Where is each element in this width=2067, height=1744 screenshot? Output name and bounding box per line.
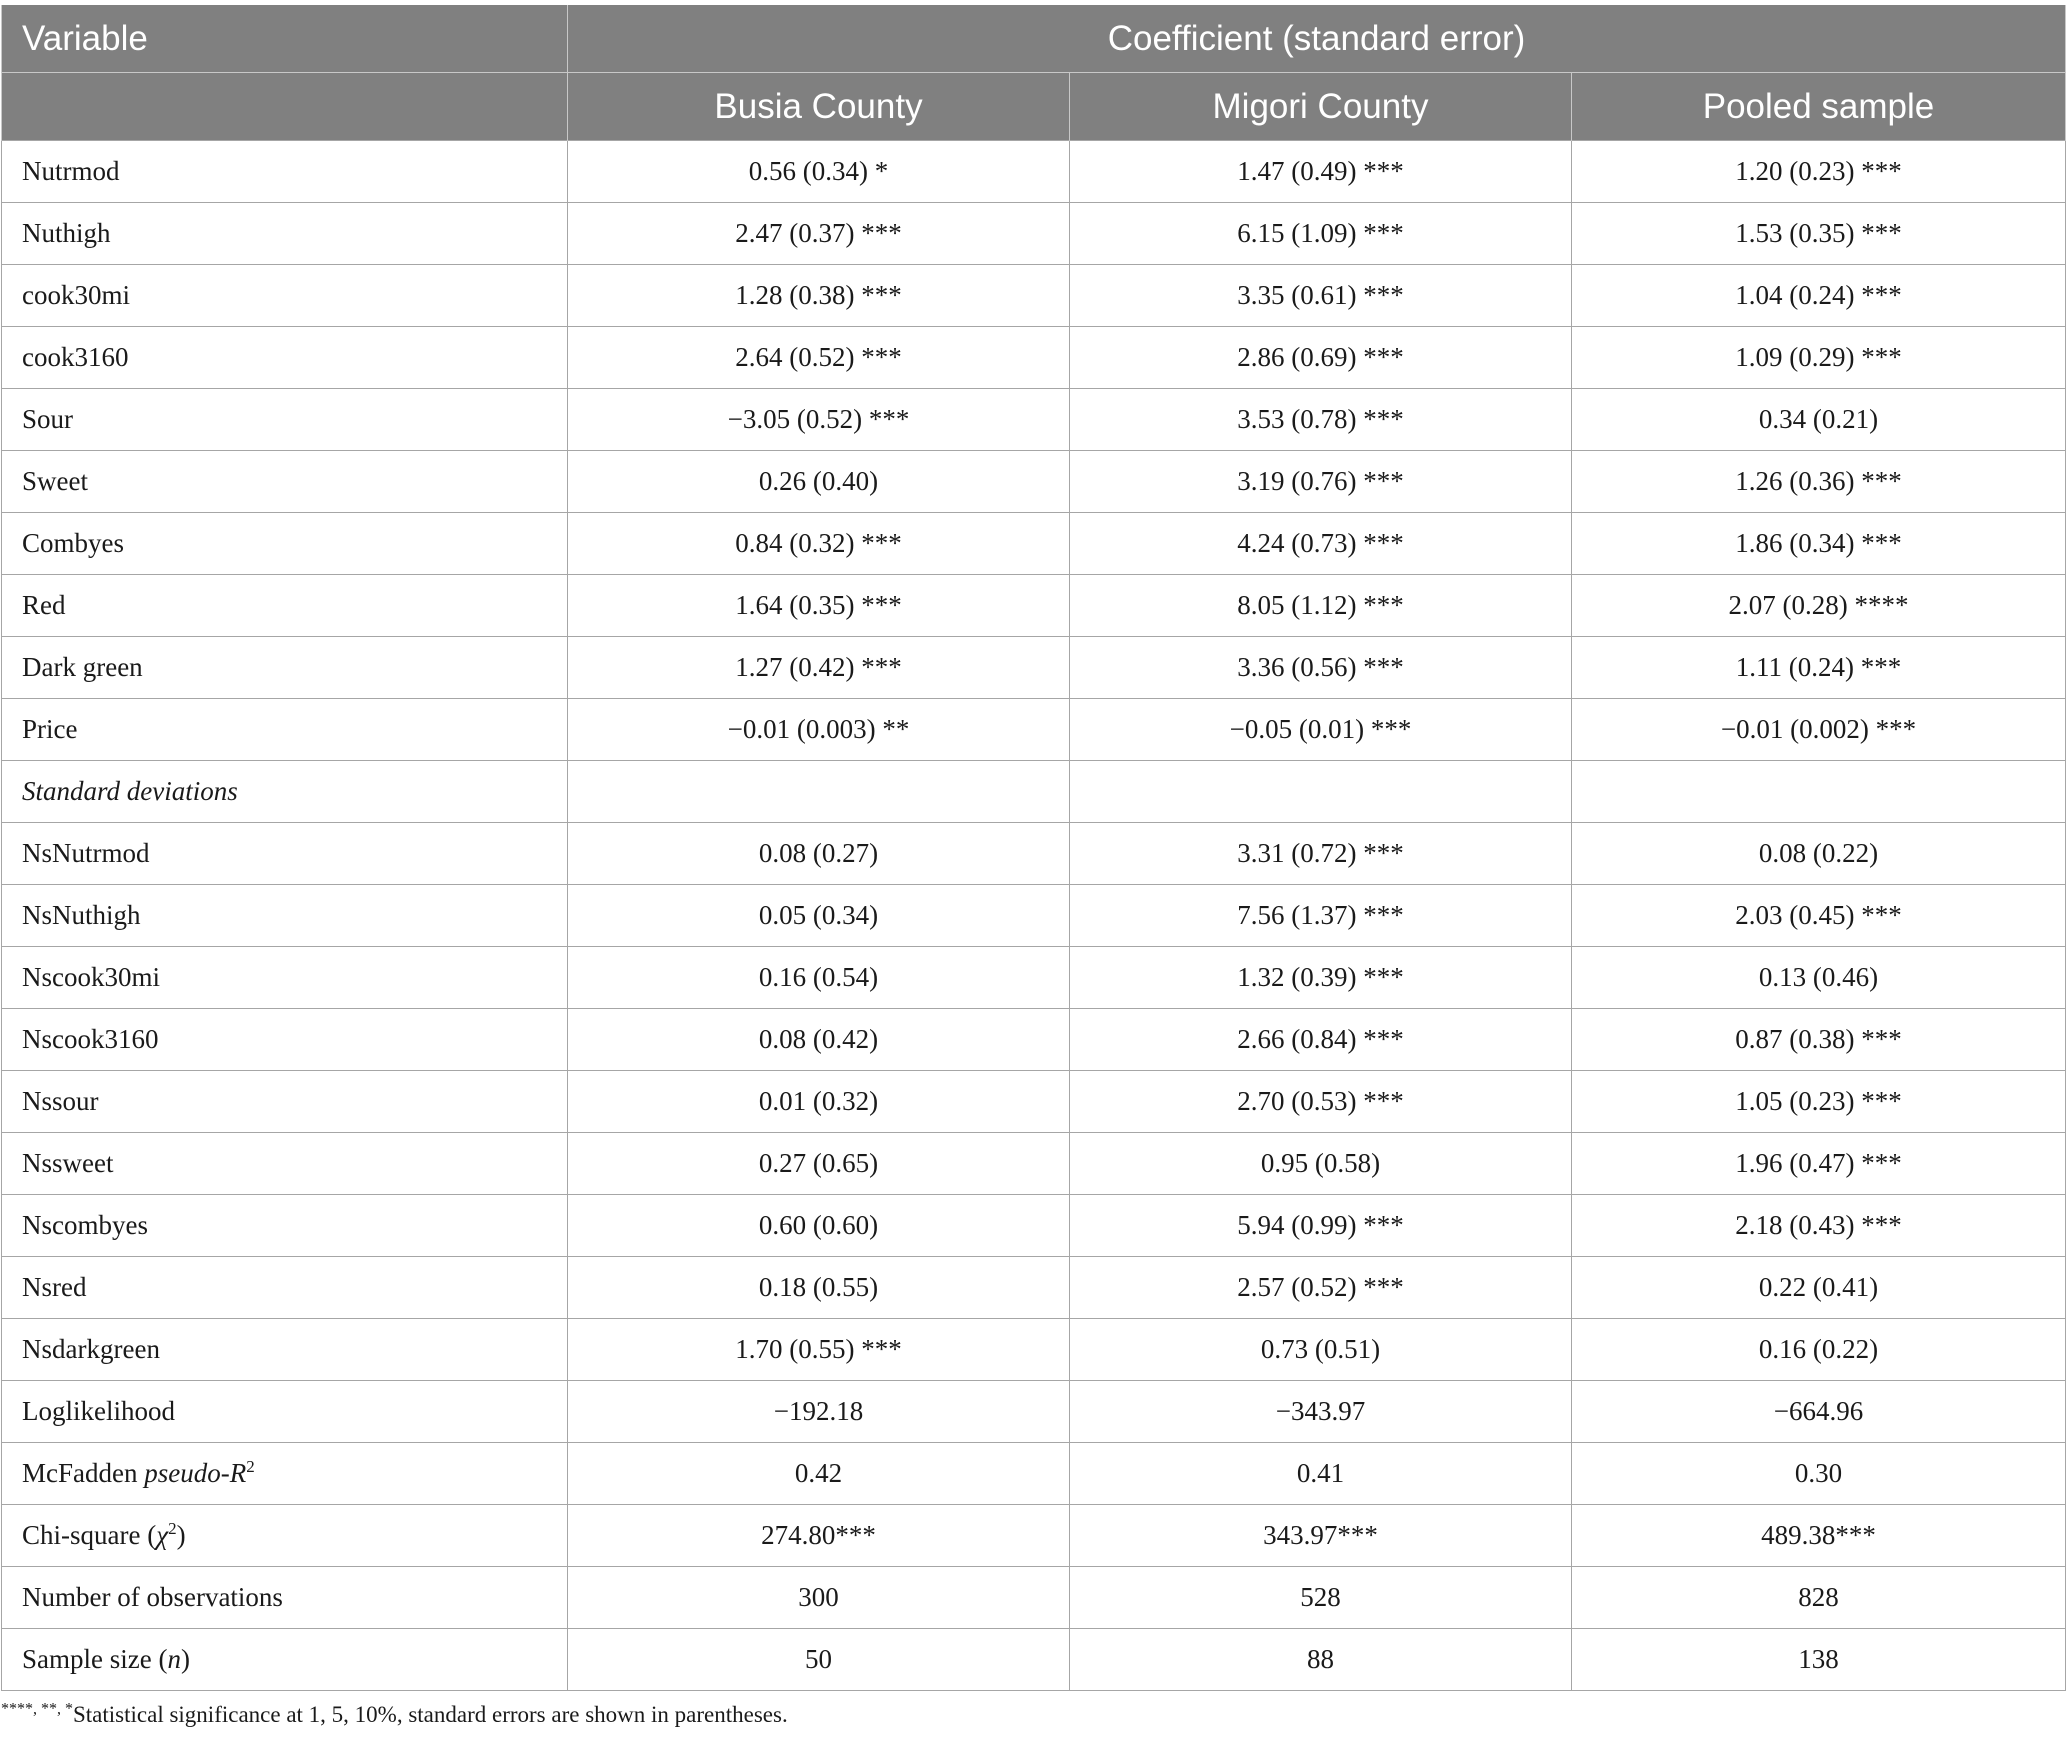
pooled-value: 1.05 (0.23) *** <box>1572 1071 2066 1133</box>
pooled-value: 1.20 (0.23) *** <box>1572 141 2066 203</box>
variable-header: Variable <box>2 5 568 73</box>
pooled-value: 0.16 (0.22) <box>1572 1319 2066 1381</box>
row-label: Nscook3160 <box>2 1009 568 1071</box>
row-label: Number of observations <box>2 1567 568 1629</box>
row-label <box>2 1629 568 1691</box>
row-label: Nsdarkgreen <box>2 1319 568 1381</box>
table-header <box>2 5 2066 141</box>
migori-value: −0.05 (0.01) *** <box>1070 699 1572 761</box>
coefficient-group-header: Coefficient (standard error) <box>568 5 2066 73</box>
pooled-value: 138 <box>1572 1629 2066 1691</box>
busia-value: 0.01 (0.32) <box>568 1071 1070 1133</box>
migori-value: 7.56 (1.37) *** <box>1070 885 1572 947</box>
results-table <box>1 5 2066 1691</box>
row-label <box>2 1443 568 1505</box>
row-label: Price <box>2 699 568 761</box>
row-label: Nssweet <box>2 1133 568 1195</box>
busia-value: −192.18 <box>568 1381 1070 1443</box>
migori-value: 8.05 (1.12) *** <box>1070 575 1572 637</box>
row-label: cook3160 <box>2 327 568 389</box>
table-row <box>2 141 2066 203</box>
pooled-value: 1.86 (0.34) *** <box>1572 513 2066 575</box>
migori-value: 2.66 (0.84) *** <box>1070 1009 1572 1071</box>
row-label: Combyes <box>2 513 568 575</box>
busia-value: 1.28 (0.38) *** <box>568 265 1070 327</box>
busia-value: 2.47 (0.37) *** <box>568 203 1070 265</box>
migori-value: −343.97 <box>1070 1381 1572 1443</box>
pooled-value: 0.22 (0.41) <box>1572 1257 2066 1319</box>
table-row <box>2 885 2066 947</box>
pooled-value: 0.87 (0.38) *** <box>1572 1009 2066 1071</box>
table-row <box>2 947 2066 1009</box>
label-prefix: McFadden <box>22 1458 145 1488</box>
busia-value: 0.05 (0.34) <box>568 885 1070 947</box>
column-header-migori: Migori County <box>1070 73 1572 141</box>
row-label: Loglikelihood <box>2 1381 568 1443</box>
migori-value: 0.41 <box>1070 1443 1572 1505</box>
label-superscript: 2 <box>168 1519 177 1538</box>
empty-cell <box>1572 761 2066 823</box>
table-row <box>2 513 2066 575</box>
migori-value: 2.86 (0.69) *** <box>1070 327 1572 389</box>
migori-value: 0.95 (0.58) <box>1070 1133 1572 1195</box>
label-suffix: ) <box>176 1520 186 1550</box>
table-row <box>2 1133 2066 1195</box>
footnote-marks: ****, **, * <box>1 1700 73 1718</box>
pooled-value: 0.13 (0.46) <box>1572 947 2066 1009</box>
migori-value: 3.19 (0.76) *** <box>1070 451 1572 513</box>
table-row <box>2 265 2066 327</box>
row-label: NsNutrmod <box>2 823 568 885</box>
row-label: Red <box>2 575 568 637</box>
busia-value: 2.64 (0.52) *** <box>568 327 1070 389</box>
pooled-value: 828 <box>1572 1567 2066 1629</box>
label-prefix: Sample size ( <box>22 1644 168 1674</box>
pooled-value: 0.30 <box>1572 1443 2066 1505</box>
pooled-value: 1.11 (0.24) *** <box>1572 637 2066 699</box>
row-label: Dark green <box>2 637 568 699</box>
pooled-value: 1.04 (0.24) *** <box>1572 265 2066 327</box>
pooled-value: 1.09 (0.29) *** <box>1572 327 2066 389</box>
table-row <box>2 699 2066 761</box>
table-row <box>2 1195 2066 1257</box>
migori-value: 0.73 (0.51) <box>1070 1319 1572 1381</box>
busia-value: 0.27 (0.65) <box>568 1133 1070 1195</box>
table-row <box>2 575 2066 637</box>
migori-value: 1.47 (0.49) *** <box>1070 141 1572 203</box>
table-row <box>2 451 2066 513</box>
section-label: Standard deviations <box>2 761 568 823</box>
busia-value: 0.26 (0.40) <box>568 451 1070 513</box>
busia-value: 1.64 (0.35) *** <box>568 575 1070 637</box>
row-label: NsNuthigh <box>2 885 568 947</box>
busia-value: 1.70 (0.55) *** <box>568 1319 1070 1381</box>
label-italic: pseudo-R <box>144 1458 247 1488</box>
table-row <box>2 203 2066 265</box>
migori-value: 3.36 (0.56) *** <box>1070 637 1572 699</box>
busia-value: 300 <box>568 1567 1070 1629</box>
pooled-value: 2.18 (0.43) *** <box>1572 1195 2066 1257</box>
table-row <box>2 1071 2066 1133</box>
row-label: Nsred <box>2 1257 568 1319</box>
pooled-value: 1.96 (0.47) *** <box>1572 1133 2066 1195</box>
row-label: Nutrmod <box>2 141 568 203</box>
migori-value: 1.32 (0.39) *** <box>1070 947 1572 1009</box>
row-label: Sour <box>2 389 568 451</box>
section-row <box>2 761 2066 823</box>
migori-value: 6.15 (1.09) *** <box>1070 203 1572 265</box>
busia-value: 0.42 <box>568 1443 1070 1505</box>
pooled-value: 1.26 (0.36) *** <box>1572 451 2066 513</box>
busia-value: 0.08 (0.27) <box>568 823 1070 885</box>
row-label: Nscombyes <box>2 1195 568 1257</box>
migori-value: 2.70 (0.53) *** <box>1070 1071 1572 1133</box>
table-row-pseudo-r2 <box>2 1443 2066 1505</box>
migori-value: 343.97*** <box>1070 1505 1572 1567</box>
migori-value: 528 <box>1070 1567 1572 1629</box>
migori-value: 88 <box>1070 1629 1572 1691</box>
row-label <box>2 1505 568 1567</box>
busia-value: −0.01 (0.003) ** <box>568 699 1070 761</box>
busia-value: 0.56 (0.34) * <box>568 141 1070 203</box>
table-row-sample-size <box>2 1629 2066 1691</box>
pooled-value: 2.07 (0.28) **** <box>1572 575 2066 637</box>
table-row-observations <box>2 1567 2066 1629</box>
pooled-value: 0.34 (0.21) <box>1572 389 2066 451</box>
busia-value: 50 <box>568 1629 1070 1691</box>
migori-value: 3.53 (0.78) *** <box>1070 389 1572 451</box>
row-label: Sweet <box>2 451 568 513</box>
label-italic: n <box>167 1644 181 1674</box>
pooled-value: −664.96 <box>1572 1381 2066 1443</box>
table-row <box>2 1319 2066 1381</box>
table-row <box>2 327 2066 389</box>
row-label: Nscook30mi <box>2 947 568 1009</box>
migori-value: 2.57 (0.52) *** <box>1070 1257 1572 1319</box>
pooled-value: 1.53 (0.35) *** <box>1572 203 2066 265</box>
variable-header-blank <box>2 73 568 141</box>
table-row <box>2 637 2066 699</box>
busia-value: 0.18 (0.55) <box>568 1257 1070 1319</box>
empty-cell <box>1070 761 1572 823</box>
table-row-loglikelihood <box>2 1381 2066 1443</box>
pooled-value: 2.03 (0.45) *** <box>1572 885 2066 947</box>
table-row <box>2 1257 2066 1319</box>
row-label: Nssour <box>2 1071 568 1133</box>
table-row <box>2 1009 2066 1071</box>
label-prefix: Chi-square ( <box>22 1520 157 1550</box>
results-table-container <box>1 5 2065 1691</box>
table-footnote <box>1 1702 788 1728</box>
migori-value: 5.94 (0.99) *** <box>1070 1195 1572 1257</box>
label-italic: χ <box>156 1520 169 1550</box>
row-label: Nuthigh <box>2 203 568 265</box>
empty-cell <box>568 761 1070 823</box>
pooled-value: −0.01 (0.002) *** <box>1572 699 2066 761</box>
table-body <box>2 141 2066 1691</box>
label-superscript: 2 <box>246 1457 255 1476</box>
busia-value: 0.16 (0.54) <box>568 947 1070 1009</box>
busia-value: 0.84 (0.32) *** <box>568 513 1070 575</box>
migori-value: 3.31 (0.72) *** <box>1070 823 1572 885</box>
table-row <box>2 823 2066 885</box>
table-row-chi-square <box>2 1505 2066 1567</box>
table-row <box>2 389 2066 451</box>
busia-value: 0.08 (0.42) <box>568 1009 1070 1071</box>
row-label: cook30mi <box>2 265 568 327</box>
busia-value: −3.05 (0.52) *** <box>568 389 1070 451</box>
column-header-busia: Busia County <box>568 73 1070 141</box>
label-suffix: ) <box>180 1644 190 1674</box>
migori-value: 3.35 (0.61) *** <box>1070 265 1572 327</box>
migori-value: 4.24 (0.73) *** <box>1070 513 1572 575</box>
busia-value: 274.80*** <box>568 1505 1070 1567</box>
pooled-value: 489.38*** <box>1572 1505 2066 1567</box>
footnote-text: Statistical significance at 1, 5, 10%, standard errors are shown in parentheses. <box>73 1702 788 1727</box>
busia-value: 0.60 (0.60) <box>568 1195 1070 1257</box>
busia-value: 1.27 (0.42) *** <box>568 637 1070 699</box>
column-header-pooled: Pooled sample <box>1572 73 2066 141</box>
pooled-value: 0.08 (0.22) <box>1572 823 2066 885</box>
